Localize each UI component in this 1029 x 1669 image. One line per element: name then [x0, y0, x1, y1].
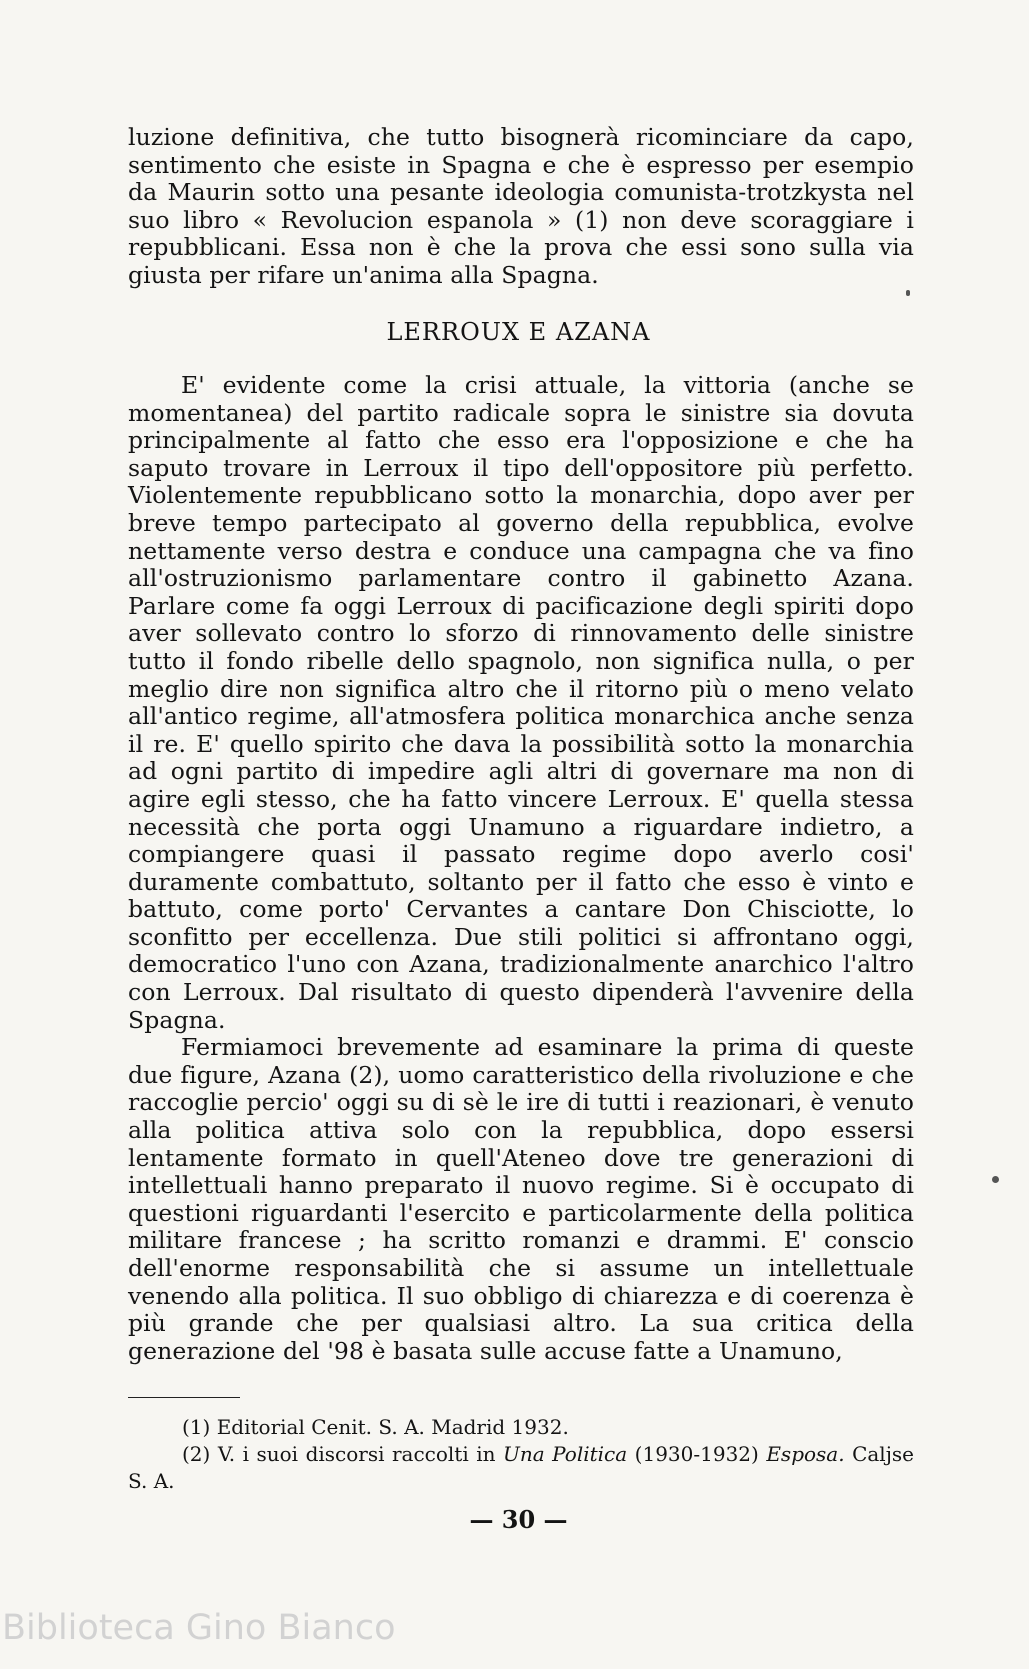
footnote-2	[128, 1441, 914, 1495]
footnote-2-prefix: (2) V. i suoi discorsi raccolti in	[182, 1442, 503, 1466]
library-watermark: Biblioteca Gino Bianco	[2, 1608, 396, 1648]
page-number: — 30 —	[469, 1505, 568, 1534]
intro-paragraph: luzione definitiva, che tutto bisognerà ricominciare da capo, sentimento che esiste in Spagna e che è espresso per esempio da Maurin sotto una pesante ideologia comunista-trotzkysta nel suo libro « Revolucion espanola » (1) non deve scoraggiare i repubblicani. Essa non è che la prova che essi sono sulla via giusta per rifare un'anima alla Spagna.	[128, 123, 914, 289]
body-text-block	[128, 372, 914, 1365]
ink-speck	[992, 1176, 999, 1183]
body-paragraph-1: E' evidente come la crisi attuale, la vittoria (anche se momentanea) del partito radicale sopra le sinistre sia dovuta principalmente al fatto che esso era l'opposizione e che ha saputo trovare in Lerroux il tipo dell'oppositore più perfetto. Violentemente repubblicano sotto la monarchia, dopo aver per breve tempo partecipato al governo della repubblica, evolve nettamente verso destra e conduce una campagna che va fino all'ostruzionismo parlamentare contro il gabinetto Azana. Parlare come fa oggi Lerroux di pacificazione degli spiriti dopo aver sollevato contro lo sforzo di rinnovamento delle sinistre tutto il fondo ribelle dello spagnolo, non significa nulla, o per meglio dire non significa altro che il ritorno più o meno velato all'antico regime, all'atmosfera politica monarchica anche senza il re. E' quello spirito che dava la possibilità sotto la monarchia ad ogni partito di impedire agli altri di governare ma non di agire egli stesso, che ha fatto vincere Lerroux. E' quella stessa necessità che porta oggi Unamuno a riguardare indietro, a compiangere quasi il passato regime dopo averlo cosi' duramente combattuto, soltanto per il fatto che esso è vinto e battuto, come porto' Cervantes a cantare Don Chisciotte, lo sconfitto per eccellenza. Due stili politici si affrontano oggi, democratico l'uno con Azana, tradizionalmente anarchico l'altro con Lerroux. Dal risultato di questo dipenderà l'avvenire della Spagna.	[128, 371, 914, 1034]
footnote-2-title: Una Politica	[503, 1442, 628, 1466]
footnote-2-years: (1930-1932)	[627, 1442, 767, 1466]
body-paragraph-2: Fermiamoci brevemente ad esaminare la prima di queste due figure, Azana (2), uomo caratteristico della rivoluzione e che raccoglie percio' oggi su di sè le ire di tutti i reazionari, è venuto alla politica attiva solo con la repubblica, dopo essersi lentamente formato in quell'Ateneo dove tre generazioni di intellettuali hanno preparato il nuovo regime. Si è occupato di questioni riguardanti l'esercito e particolarmente della politica militare francese ; ha scritto romanzi e drammi. E' conscio dell'enorme responsabilità che si assume un intellettuale venendo alla politica. Il suo obbligo di chiarezza e di coerenza è più grande che per qualsiasi altro. La sua critica della generazione del '98 è basata sulle accuse fatte a Unamuno,	[128, 1033, 914, 1365]
ink-speck	[906, 290, 910, 296]
section-heading: LERROUX E AZANA	[386, 318, 651, 346]
footnote-1: (1) Editorial Cenit. S. A. Madrid 1932.	[182, 1415, 569, 1439]
footnote-2-suffix: Caljse S. A.	[128, 1442, 915, 1493]
footnote-divider	[128, 1397, 240, 1398]
intro-text-block	[128, 124, 914, 290]
footnotes	[128, 1414, 914, 1495]
footnote-2-publisher: Esposa.	[766, 1442, 845, 1466]
